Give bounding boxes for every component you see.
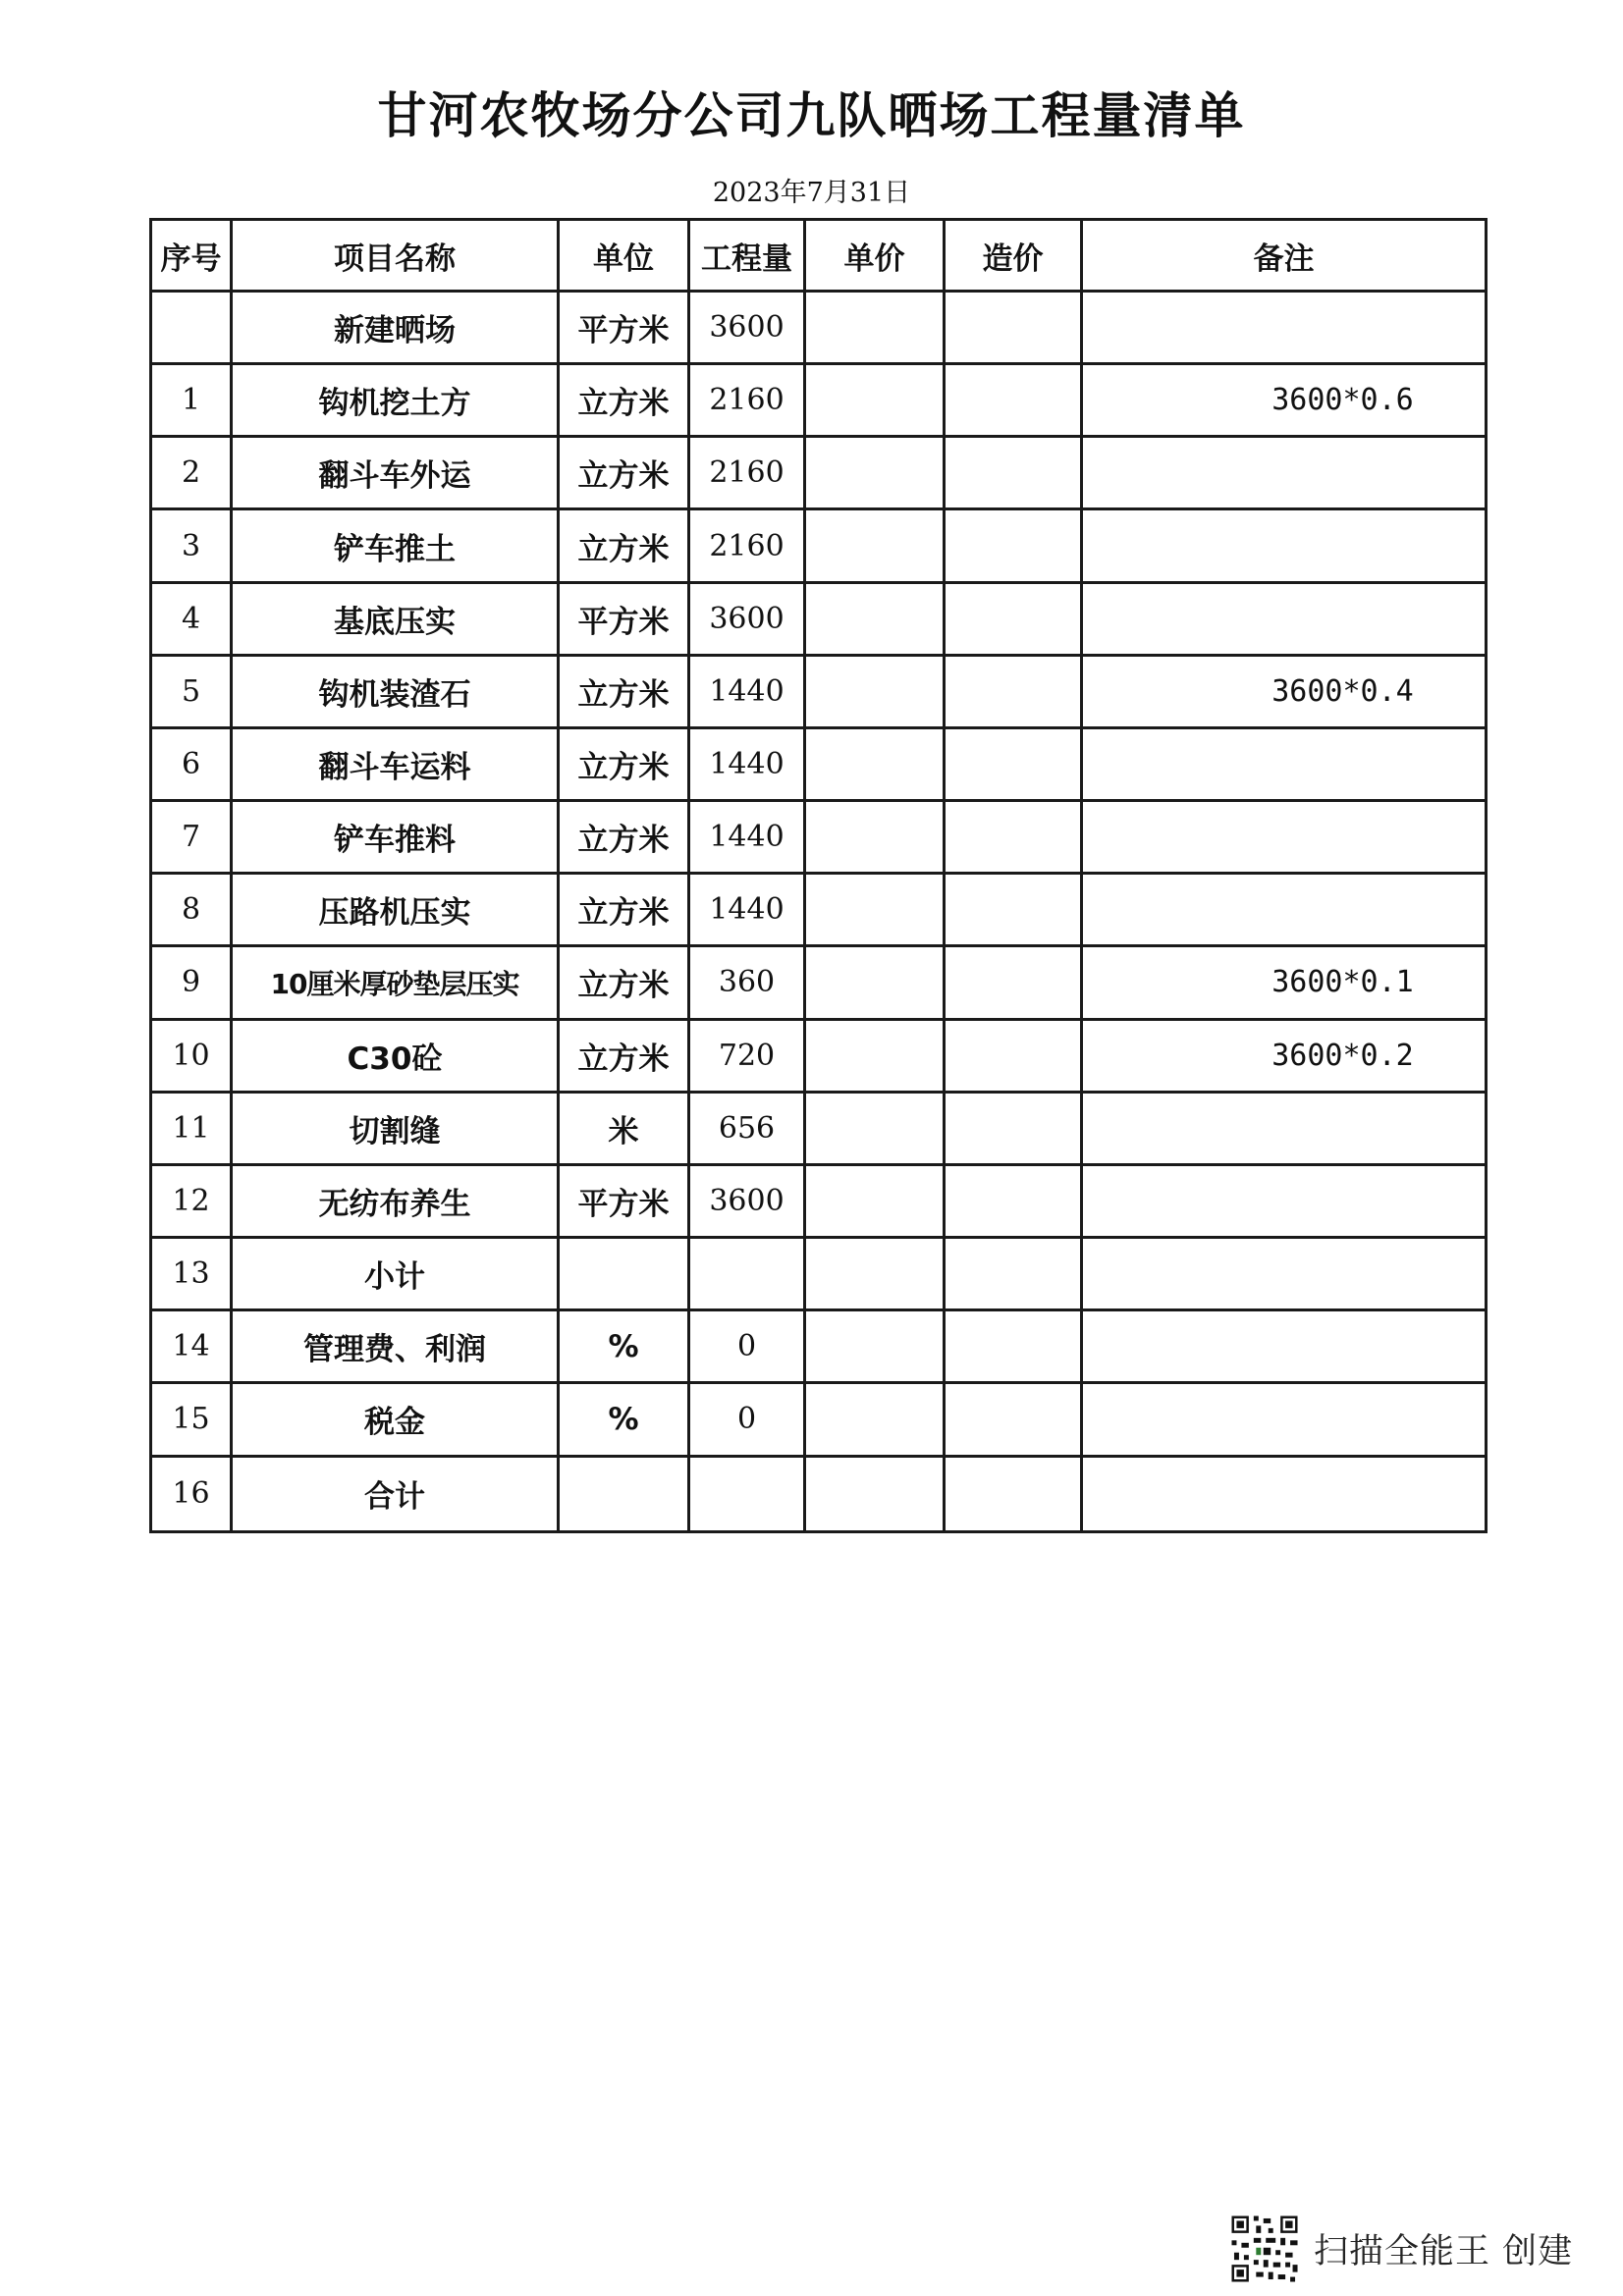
cell-quantity: 1440 — [689, 727, 805, 800]
cell-quantity: 2160 — [689, 509, 805, 582]
cell-unit-price — [805, 946, 945, 1019]
cell-unit-price — [805, 1164, 945, 1237]
cell-remarks — [1082, 946, 1487, 1019]
cell-cost — [945, 1164, 1082, 1237]
cell-unit-price — [805, 437, 945, 509]
cell-seq: 2 — [151, 437, 232, 509]
remarks-formula: 3600*0.4 — [1271, 673, 1414, 709]
cell-quantity: 0 — [689, 1383, 805, 1456]
table-row — [151, 1092, 1487, 1164]
table-row — [151, 1383, 1487, 1456]
cell-quantity: 1440 — [689, 655, 805, 727]
table-row — [151, 874, 1487, 946]
cell-seq: 16 — [151, 1456, 232, 1532]
cell-remarks — [1082, 727, 1487, 800]
cell-seq: 14 — [151, 1310, 232, 1383]
cell-unit: 立方米 — [559, 874, 689, 946]
cell-item-name: 铲车推土 — [232, 509, 559, 582]
table-row — [151, 437, 1487, 509]
cell-unit: 立方米 — [559, 364, 689, 437]
table-row — [151, 364, 1487, 437]
cell-unit: 立方米 — [559, 509, 689, 582]
cell-unit-price — [805, 801, 945, 874]
cell-seq: 4 — [151, 582, 232, 655]
cell-unit-price — [805, 1310, 945, 1383]
cell-seq: 9 — [151, 946, 232, 1019]
cell-item-name: 管理费、利润 — [232, 1310, 559, 1383]
cell-cost — [945, 727, 1082, 800]
cell-seq: 5 — [151, 655, 232, 727]
cell-item-name: C30砼 — [232, 1019, 559, 1092]
cell-unit-price — [805, 1383, 945, 1456]
header-unit-price: 单价 — [805, 220, 945, 292]
cell-unit-price — [805, 874, 945, 946]
cell-unit: 平方米 — [559, 582, 689, 655]
cell-unit: 立方米 — [559, 655, 689, 727]
cell-remarks — [1082, 655, 1487, 727]
cell-unit-price — [805, 727, 945, 800]
table-row — [151, 1310, 1487, 1383]
table-row — [151, 655, 1487, 727]
header-seq: 序号 — [151, 220, 232, 292]
cell-item-name: 合计 — [232, 1456, 559, 1532]
cell-quantity: 1440 — [689, 801, 805, 874]
quantity-table — [149, 218, 1488, 1533]
table-row — [151, 582, 1487, 655]
cell-quantity: 3600 — [689, 1164, 805, 1237]
table-row — [151, 509, 1487, 582]
cell-unit — [559, 1456, 689, 1532]
cell-unit: 平方米 — [559, 292, 689, 364]
table-row — [151, 292, 1487, 364]
cell-seq: 6 — [151, 727, 232, 800]
cell-seq: 10 — [151, 1019, 232, 1092]
remarks-formula: 3600*0.2 — [1271, 1038, 1414, 1073]
cell-seq: 13 — [151, 1238, 232, 1310]
header-cost: 造价 — [945, 220, 1082, 292]
cell-unit-price — [805, 509, 945, 582]
cell-seq: 7 — [151, 801, 232, 874]
cell-item-name: 钩机挖土方 — [232, 364, 559, 437]
header-item-name: 项目名称 — [232, 220, 559, 292]
cell-quantity: 2160 — [689, 364, 805, 437]
table-row — [151, 1456, 1487, 1532]
cell-remarks — [1082, 437, 1487, 509]
cell-unit-price — [805, 1456, 945, 1532]
cell-item-name: 切割缝 — [232, 1092, 559, 1164]
cell-unit: % — [559, 1383, 689, 1456]
cell-cost — [945, 1456, 1082, 1532]
cell-item-name: 小计 — [232, 1238, 559, 1310]
cell-quantity: 656 — [689, 1092, 805, 1164]
cell-seq: 11 — [151, 1092, 232, 1164]
cell-item-name: 税金 — [232, 1383, 559, 1456]
remarks-formula: 3600*0.6 — [1271, 383, 1414, 418]
cell-cost — [945, 1310, 1082, 1383]
cell-cost — [945, 1092, 1082, 1164]
cell-quantity: 3600 — [689, 582, 805, 655]
cell-remarks — [1082, 1019, 1487, 1092]
cell-unit: 平方米 — [559, 1164, 689, 1237]
cell-remarks — [1082, 582, 1487, 655]
cell-unit-price — [805, 364, 945, 437]
cell-cost — [945, 437, 1082, 509]
header-remarks: 备注 — [1082, 220, 1487, 292]
cell-seq: 8 — [151, 874, 232, 946]
cell-item-name: 新建晒场 — [232, 292, 559, 364]
cell-quantity: 0 — [689, 1310, 805, 1383]
cell-unit-price — [805, 582, 945, 655]
table-row — [151, 1019, 1487, 1092]
cell-unit: 立方米 — [559, 801, 689, 874]
document-date: 2023年7月31日 — [712, 178, 911, 208]
cell-remarks — [1082, 874, 1487, 946]
table-row — [151, 727, 1487, 800]
cell-remarks — [1082, 292, 1487, 364]
cell-item-name: 无纺布养生 — [232, 1164, 559, 1237]
cell-remarks — [1082, 1310, 1487, 1383]
cell-remarks — [1082, 1238, 1487, 1310]
cell-item-name: 基底压实 — [232, 582, 559, 655]
cell-seq: 15 — [151, 1383, 232, 1456]
table-row — [151, 801, 1487, 874]
cell-cost — [945, 1238, 1082, 1310]
table-row — [151, 1164, 1487, 1237]
cell-remarks — [1082, 1456, 1487, 1532]
cell-unit: 立方米 — [559, 727, 689, 800]
cell-remarks — [1082, 1164, 1487, 1237]
cell-remarks — [1082, 364, 1487, 437]
cell-seq: 12 — [151, 1164, 232, 1237]
cell-cost — [945, 874, 1082, 946]
table-header-row — [151, 220, 1487, 292]
cell-cost — [945, 655, 1082, 727]
scanner-brand-text: 扫描全能王 创建 — [1314, 2232, 1574, 2271]
header-unit: 单位 — [559, 220, 689, 292]
cell-cost — [945, 1383, 1082, 1456]
cell-item-name: 翻斗车外运 — [232, 437, 559, 509]
page-title: 甘河农牧场分公司九队晒场工程量清单 — [377, 87, 1246, 144]
cell-unit-price — [805, 1238, 945, 1310]
cell-item-name: 翻斗车运料 — [232, 727, 559, 800]
cell-unit: 立方米 — [559, 437, 689, 509]
cell-quantity: 3600 — [689, 292, 805, 364]
cell-unit: 立方米 — [559, 946, 689, 1019]
cell-unit-price — [805, 655, 945, 727]
cell-cost — [945, 292, 1082, 364]
cell-unit: 立方米 — [559, 1019, 689, 1092]
cell-cost — [945, 946, 1082, 1019]
cell-seq: 3 — [151, 509, 232, 582]
cell-item-name: 压路机压实 — [232, 874, 559, 946]
cell-quantity: 2160 — [689, 437, 805, 509]
header-quantity: 工程量 — [689, 220, 805, 292]
cell-cost — [945, 801, 1082, 874]
scanner-watermark — [1229, 2211, 1573, 2287]
cell-quantity — [689, 1238, 805, 1310]
cell-quantity: 720 — [689, 1019, 805, 1092]
cell-unit — [559, 1238, 689, 1310]
cell-seq: 1 — [151, 364, 232, 437]
cell-unit-price — [805, 292, 945, 364]
cell-cost — [945, 1019, 1082, 1092]
cell-quantity: 1440 — [689, 874, 805, 946]
cell-item-name: 铲车推料 — [232, 801, 559, 874]
cell-cost — [945, 364, 1082, 437]
table-row — [151, 1238, 1487, 1310]
table-row — [151, 946, 1487, 1019]
cell-unit-price — [805, 1092, 945, 1164]
cell-quantity — [689, 1456, 805, 1532]
cell-unit: 米 — [559, 1092, 689, 1164]
cell-cost — [945, 582, 1082, 655]
cell-unit-price — [805, 1019, 945, 1092]
cell-remarks — [1082, 801, 1487, 874]
cell-unit: % — [559, 1310, 689, 1383]
cell-remarks — [1082, 1383, 1487, 1456]
cell-quantity: 360 — [689, 946, 805, 1019]
cell-item-name: 10厘米厚砂垫层压实 — [232, 946, 559, 1019]
remarks-formula: 3600*0.1 — [1271, 965, 1414, 1000]
qr-code-icon — [1229, 2214, 1300, 2284]
cell-item-name: 钩机装渣石 — [232, 655, 559, 727]
cell-remarks — [1082, 1092, 1487, 1164]
cell-seq — [151, 292, 232, 364]
cell-remarks — [1082, 509, 1487, 582]
cell-cost — [945, 509, 1082, 582]
